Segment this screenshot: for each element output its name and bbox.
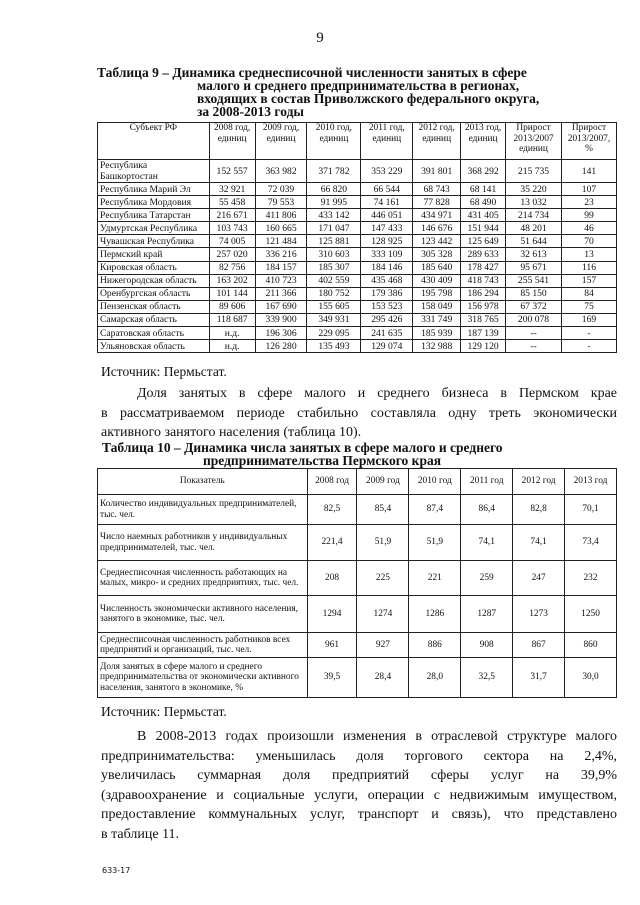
column-header: 2009 год, единиц	[255, 123, 307, 160]
paragraph-line: активного занятого населения (таблица 10).	[101, 425, 362, 440]
table-row	[98, 160, 617, 183]
value-cell: 160 665	[255, 222, 307, 235]
value-cell: 216 671	[209, 209, 255, 222]
value-cell: 184 157	[255, 261, 307, 274]
value-cell: 101 144	[209, 287, 255, 300]
caption-line: малого и среднего предпринимательства в регионах,	[197, 78, 520, 93]
value-cell: 305 328	[413, 248, 461, 261]
value-cell: 195 798	[413, 287, 461, 300]
column-header: 2009 год	[357, 469, 409, 495]
indicator-cell: Численность экономически активного населения, занятого в экономике, тыс. чел.	[98, 596, 308, 633]
value-cell: 99	[561, 209, 616, 222]
value-cell: 75	[561, 300, 616, 313]
column-header: 2011 год, единиц	[361, 123, 413, 160]
table-10-caption	[102, 441, 602, 467]
region-name-cell: Кировская область	[98, 261, 210, 274]
value-cell: 31,7	[513, 658, 565, 698]
value-cell: 1250	[565, 596, 617, 633]
value-cell: 318 765	[461, 313, 506, 326]
paragraph-1	[101, 384, 617, 443]
value-cell: 211 366	[255, 287, 307, 300]
value-cell: 91 995	[307, 196, 361, 209]
value-cell: --	[506, 327, 562, 340]
value-cell: 410 723	[255, 274, 307, 287]
caption-line: предпринимательства Пермского края	[203, 453, 442, 468]
table-header-row	[98, 123, 617, 160]
value-cell: 68 743	[413, 183, 461, 196]
value-cell: 79 553	[255, 196, 307, 209]
value-cell: 87,4	[409, 495, 461, 525]
value-cell: 215 735	[506, 160, 562, 183]
paragraph-2	[101, 727, 617, 844]
value-cell: 35 220	[506, 183, 562, 196]
table-row	[98, 222, 617, 235]
value-cell: 13 032	[506, 196, 562, 209]
value-cell: 82,8	[513, 495, 565, 525]
value-cell: 141	[561, 160, 616, 183]
column-header: Субъект РФ	[98, 123, 210, 160]
value-cell: 169	[561, 313, 616, 326]
value-cell: 179 386	[361, 287, 413, 300]
value-cell: 135 493	[307, 340, 361, 353]
value-cell: 107	[561, 183, 616, 196]
value-cell: 70,1	[565, 495, 617, 525]
paragraph-line: Доля занятых в сфере малого и среднего бизнеса в Пермском крае	[137, 386, 617, 401]
value-cell: 1286	[409, 596, 461, 633]
value-cell: 908	[461, 633, 513, 658]
column-header: 2013 год	[565, 469, 617, 495]
value-cell: 147 433	[361, 222, 413, 235]
table-header-row	[98, 469, 617, 495]
value-cell: 349 931	[307, 313, 361, 326]
caption-line: за 2008-2013 годы	[197, 104, 304, 119]
value-cell: 86,4	[461, 495, 513, 525]
value-cell: 153 523	[361, 300, 413, 313]
value-cell: 95 671	[506, 261, 562, 274]
value-cell: 295 426	[361, 313, 413, 326]
column-header: 2008 год, единиц	[209, 123, 255, 160]
value-cell: 178 427	[461, 261, 506, 274]
value-cell: 1273	[513, 596, 565, 633]
value-cell: 151 944	[461, 222, 506, 235]
value-cell: 402 559	[307, 274, 361, 287]
value-cell: 74,1	[513, 525, 565, 561]
value-cell: 155 605	[307, 300, 361, 313]
value-cell: 221	[409, 561, 461, 596]
table-row	[98, 658, 617, 698]
value-cell: 241 635	[361, 327, 413, 340]
region-name-cell: Самарская область	[98, 313, 210, 326]
value-cell: 431 405	[461, 209, 506, 222]
table-row	[98, 561, 617, 596]
column-header: 2012 год, единиц	[413, 123, 461, 160]
value-cell: 13	[561, 248, 616, 261]
value-cell: 180 752	[307, 287, 361, 300]
value-cell: 126 280	[255, 340, 307, 353]
table-row	[98, 340, 617, 353]
indicator-cell: Среднесписочная численность работников всех предприятий и организаций, тыс. чел.	[98, 633, 308, 658]
value-cell: 185 640	[413, 261, 461, 274]
value-cell: 371 782	[307, 160, 361, 183]
region-name-cell: Ульяновская область	[98, 340, 210, 353]
value-cell: 363 982	[255, 160, 307, 183]
value-cell: 125 881	[307, 235, 361, 248]
paragraph-line: предоставление коммунальных услуг, транспорт и связь), что представлено	[101, 807, 617, 822]
value-cell: 214 734	[506, 209, 562, 222]
page-number: 9	[316, 30, 324, 46]
value-cell: -	[561, 340, 616, 353]
column-header: 2010 год, единиц	[307, 123, 361, 160]
table-9-caption	[97, 66, 617, 118]
value-cell: 116	[561, 261, 616, 274]
column-header: 2010 год	[409, 469, 461, 495]
value-cell: 860	[565, 633, 617, 658]
value-cell: 196 306	[255, 327, 307, 340]
value-cell: 89 606	[209, 300, 255, 313]
value-cell: 886	[409, 633, 461, 658]
value-cell: 961	[307, 633, 357, 658]
region-name-cell: Нижегородская область	[98, 274, 210, 287]
paragraph-line: В 2008-2013 годах произошли изменения в отраслевой структуре малого	[137, 729, 617, 744]
value-cell: 23	[561, 196, 616, 209]
region-name-cell: Саратовская область	[98, 327, 210, 340]
value-cell: 70	[561, 235, 616, 248]
value-cell: 157	[561, 274, 616, 287]
region-name-cell: Оренбургская область	[98, 287, 210, 300]
value-cell: 66 544	[361, 183, 413, 196]
value-cell: 339 900	[255, 313, 307, 326]
value-cell: 74,1	[461, 525, 513, 561]
value-cell: 1294	[307, 596, 357, 633]
value-cell: н.д.	[209, 340, 255, 353]
region-name-cell: Пензенская область	[98, 300, 210, 313]
value-cell: 48 201	[506, 222, 562, 235]
value-cell: 391 801	[413, 160, 461, 183]
value-cell: 247	[513, 561, 565, 596]
region-name-cell: Республика Марий Эл	[98, 183, 210, 196]
value-cell: 51 644	[506, 235, 562, 248]
table-row	[98, 209, 617, 222]
paragraph-line: (здравоохранение и социальные услуги, операции с недвижимым имуществом,	[101, 787, 617, 803]
value-cell: 430 409	[413, 274, 461, 287]
value-cell: 132 988	[413, 340, 461, 353]
table-row	[98, 633, 617, 658]
value-cell: 51,9	[409, 525, 461, 561]
value-cell: 123 442	[413, 235, 461, 248]
value-cell: 84	[561, 287, 616, 300]
paragraph-line: в рассматриваемом периоде стабильно составляла одну треть экономически	[101, 405, 617, 421]
value-cell: 927	[357, 633, 409, 658]
indicator-cell: Число наемных работников у индивидуальных предпринимателей, тыс. чел.	[98, 525, 308, 561]
value-cell: 257 020	[209, 248, 255, 261]
value-cell: 186 294	[461, 287, 506, 300]
document-code: 633-17	[102, 866, 131, 875]
table-10-sme-employment-perm	[97, 468, 617, 698]
indicator-cell: Количество индивидуальных предпринимателей, тыс. чел.	[98, 495, 308, 525]
table-10-source: Источник: Пермьстат.	[101, 704, 227, 719]
value-cell: 32 613	[506, 248, 562, 261]
value-cell: 1274	[357, 596, 409, 633]
table-row	[98, 300, 617, 313]
value-cell: 418 743	[461, 274, 506, 287]
table-row	[98, 313, 617, 326]
table-body	[98, 495, 617, 698]
region-name-cell: Республика Башкортостан	[98, 160, 210, 183]
table-row	[98, 525, 617, 561]
value-cell: 368 292	[461, 160, 506, 183]
value-cell: 158 049	[413, 300, 461, 313]
value-cell: 310 603	[307, 248, 361, 261]
value-cell: 353 229	[361, 160, 413, 183]
value-cell: 1287	[461, 596, 513, 633]
value-cell: 433 142	[307, 209, 361, 222]
table-row	[98, 274, 617, 287]
value-cell: 200 078	[506, 313, 562, 326]
paragraph-line: предпринимательства: уменьшилась доля торгового сектора на 2,4%,	[101, 748, 617, 764]
value-cell: 85,4	[357, 495, 409, 525]
value-cell: 156 978	[461, 300, 506, 313]
value-cell: н.д.	[209, 327, 255, 340]
value-cell: 435 468	[361, 274, 413, 287]
value-cell: 225	[357, 561, 409, 596]
value-cell: 129 120	[461, 340, 506, 353]
value-cell: 74 161	[361, 196, 413, 209]
value-cell: -	[561, 327, 616, 340]
value-cell: 867	[513, 633, 565, 658]
value-cell: 125 649	[461, 235, 506, 248]
table-row	[98, 287, 617, 300]
value-cell: 46	[561, 222, 616, 235]
value-cell: 30,0	[565, 658, 617, 698]
table-row	[98, 327, 617, 340]
column-header: 2008 год	[307, 469, 357, 495]
value-cell: 184 146	[361, 261, 413, 274]
region-name-cell: Чувашская Республика	[98, 235, 210, 248]
value-cell: 411 806	[255, 209, 307, 222]
value-cell: 255 541	[506, 274, 562, 287]
value-cell: 163 202	[209, 274, 255, 287]
indicator-cell: Среднесписочная численность работающих на малых, микро- и средних предприятиях, тыс. чел.	[98, 561, 308, 596]
column-header: 2012 год	[513, 469, 565, 495]
value-cell: 85 150	[506, 287, 562, 300]
value-cell: 72 039	[255, 183, 307, 196]
value-cell: 152 557	[209, 160, 255, 183]
value-cell: 82,5	[307, 495, 357, 525]
value-cell: 28,0	[409, 658, 461, 698]
table-9-employment-by-region	[97, 122, 617, 353]
region-name-cell: Республика Татарстан	[98, 209, 210, 222]
value-cell: 221,4	[307, 525, 357, 561]
value-cell: 333 109	[361, 248, 413, 261]
value-cell: 51,9	[357, 525, 409, 561]
region-name-cell: Удмуртская Республика	[98, 222, 210, 235]
value-cell: 259	[461, 561, 513, 596]
value-cell: 103 743	[209, 222, 255, 235]
table-row	[98, 248, 617, 261]
region-name-cell: Пермский край	[98, 248, 210, 261]
value-cell: 28,4	[357, 658, 409, 698]
value-cell: 185 939	[413, 327, 461, 340]
column-header: 2013 год, единиц	[461, 123, 506, 160]
value-cell: 68 490	[461, 196, 506, 209]
value-cell: 118 687	[209, 313, 255, 326]
value-cell: 167 690	[255, 300, 307, 313]
value-cell: 82 756	[209, 261, 255, 274]
table-row	[98, 183, 617, 196]
paragraph-line: увеличилась суммарная доля предприятий сферы услуг на 39,9%	[101, 768, 617, 783]
value-cell: 446 051	[361, 209, 413, 222]
table-row	[98, 196, 617, 209]
value-cell: 232	[565, 561, 617, 596]
value-cell: 129 074	[361, 340, 413, 353]
value-cell: 68 141	[461, 183, 506, 196]
column-header: Показатель	[98, 469, 308, 495]
table-row	[98, 235, 617, 248]
value-cell: 73,4	[565, 525, 617, 561]
caption-line: входящих в состав Приволжского федерального округа,	[197, 91, 540, 106]
table-body	[98, 160, 617, 353]
value-cell: 171 047	[307, 222, 361, 235]
value-cell: 32,5	[461, 658, 513, 698]
value-cell: 229 095	[307, 327, 361, 340]
value-cell: 67 372	[506, 300, 562, 313]
column-header: 2011 год	[461, 469, 513, 495]
table-row	[98, 261, 617, 274]
value-cell: 77 828	[413, 196, 461, 209]
region-name-cell: Республика Мордовия	[98, 196, 210, 209]
value-cell: 146 676	[413, 222, 461, 235]
value-cell: 336 216	[255, 248, 307, 261]
value-cell: 121 484	[255, 235, 307, 248]
table-row	[98, 596, 617, 633]
caption-line: Таблица 10 – Динамика числа занятых в сфере малого и среднего	[102, 440, 503, 455]
value-cell: 331 749	[413, 313, 461, 326]
paragraph-line: в таблице 11.	[101, 826, 180, 842]
value-cell: 74 005	[209, 235, 255, 248]
table-row	[98, 495, 617, 525]
caption-line: Таблица 9 – Динамика среднесписочной численности занятых в сфере	[97, 65, 527, 80]
value-cell: --	[506, 340, 562, 353]
value-cell: 128 925	[361, 235, 413, 248]
column-header: Прирост 2013/2007, %	[561, 123, 616, 160]
value-cell: 208	[307, 561, 357, 596]
value-cell: 32 921	[209, 183, 255, 196]
value-cell: 39,5	[307, 658, 357, 698]
value-cell: 434 971	[413, 209, 461, 222]
value-cell: 187 139	[461, 327, 506, 340]
value-cell: 66 820	[307, 183, 361, 196]
value-cell: 289 633	[461, 248, 506, 261]
table-9-source: Источник: Пермьстат.	[101, 364, 227, 379]
value-cell: 185 307	[307, 261, 361, 274]
value-cell: 55 458	[209, 196, 255, 209]
column-header: Прирост 2013/2007 единиц	[506, 123, 562, 160]
indicator-cell: Доля занятых в сфере малого и среднего предпринимательства от экономически активного населения, занятого в экономике, %	[98, 658, 308, 698]
